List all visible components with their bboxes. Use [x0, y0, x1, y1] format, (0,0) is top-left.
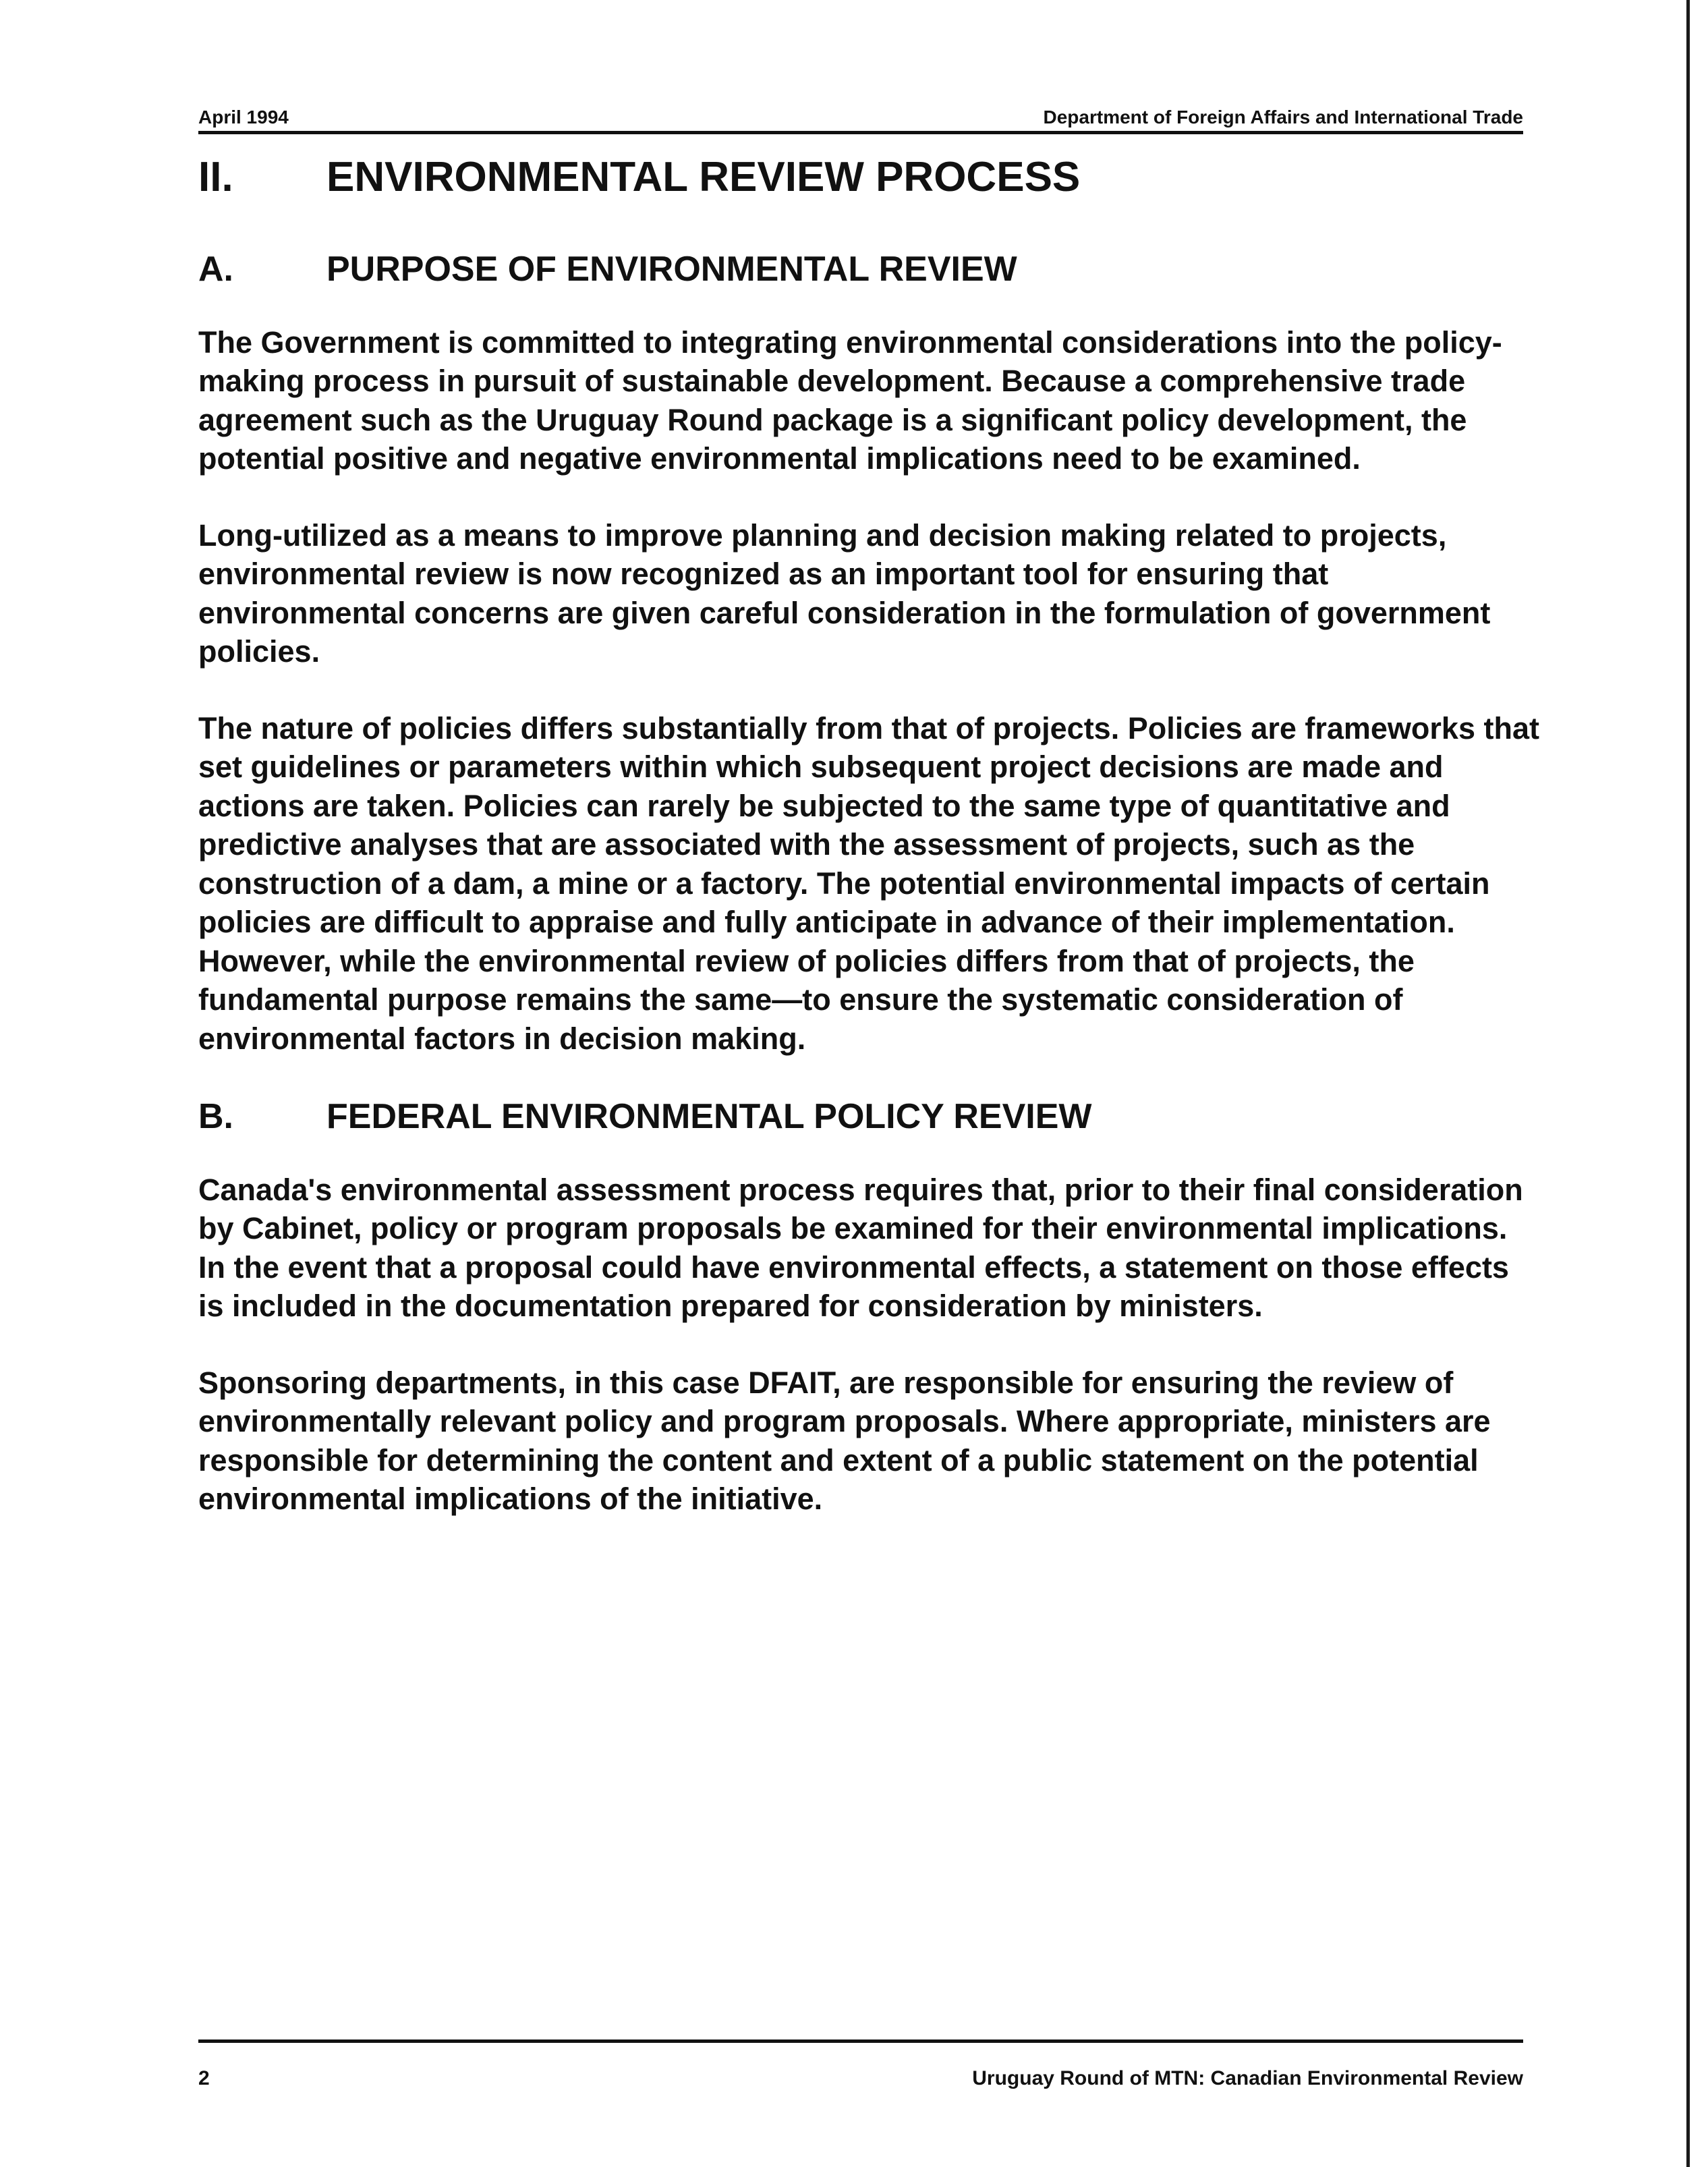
- subsection-b-letter: B.: [198, 1097, 233, 1137]
- page-number: 2: [198, 2067, 210, 2089]
- subsection-a-title: PURPOSE OF ENVIRONMENTAL REVIEW: [326, 250, 1017, 289]
- footer-rule: [198, 2039, 1523, 2043]
- page-header: [198, 100, 1523, 134]
- subsection-a-letter: A.: [198, 250, 233, 289]
- section-number: II.: [198, 154, 233, 200]
- subsection-a-heading: [198, 248, 1541, 290]
- section-heading: [198, 152, 1541, 202]
- header-date: April 1994: [198, 107, 289, 128]
- section-title: ENVIRONMENTAL REVIEW PROCESS: [326, 154, 1081, 200]
- paragraph-b2: Sponsoring departments, in this case DFAIT, are responsible for ensuring the review of environmentally relevant policy and program proposals. Where appropriate, ministers are responsible for determining the content and extent of a public statement on the potential environmental implications of the initiative.: [198, 1365, 1491, 1517]
- header-department: Department of Foreign Affairs and International Trade: [1043, 107, 1523, 128]
- paragraph-a3: The nature of policies differs substantially from that of projects. Policies are frameworks that set guidelines or parameters within which subsequent project decisions are made and actions are taken. Policies can rarely be subjected to the same type of quantitative and predictive analyses that are associated with the assessment of projects, such as the construction of a dam, a mine or a factory. The potential environmental impacts of certain policies are difficult to appraise and fully anticipate in advance of their implementation. However, while the environmental review of policies differs from that of projects, the fundamental purpose remains the same—to ensure the systematic consideration of environmental factors in decision making.: [198, 710, 1539, 1056]
- paragraph-a2: Long-utilized as a means to improve planning and decision making related to projects, environmental review is now recognized as an important tool for ensuring that environmental concerns are given careful consideration in the formulation of government policies.: [198, 517, 1491, 669]
- subsection-b-title: FEDERAL ENVIRONMENTAL POLICY REVIEW: [326, 1097, 1092, 1137]
- page-footer: [198, 2067, 1523, 2101]
- footer-document-title: Uruguay Round of MTN: Canadian Environmental Review: [972, 2067, 1523, 2089]
- page-body: [198, 152, 1541, 1556]
- page-edge-line: [1686, 0, 1690, 2167]
- subsection-b-heading: [198, 1096, 1541, 1137]
- paragraph-b1: Canada's environmental assessment process requires that, prior to their final consideration by Cabinet, policy or program proposals be examined for their environmental implications. In the event that a proposal could have environmental effects, a statement on those effects is included in the documentation prepared for consideration by ministers.: [198, 1172, 1523, 1324]
- paragraph-a1: The Government is committed to integrating environmental considerations into the policy-making process in pursuit of sustainable development. Because a comprehensive trade agreement such as the Uruguay Round package is a significant policy development, the potential positive and negative environmental implications need to be examined.: [198, 325, 1502, 476]
- header-rule: [198, 131, 1523, 134]
